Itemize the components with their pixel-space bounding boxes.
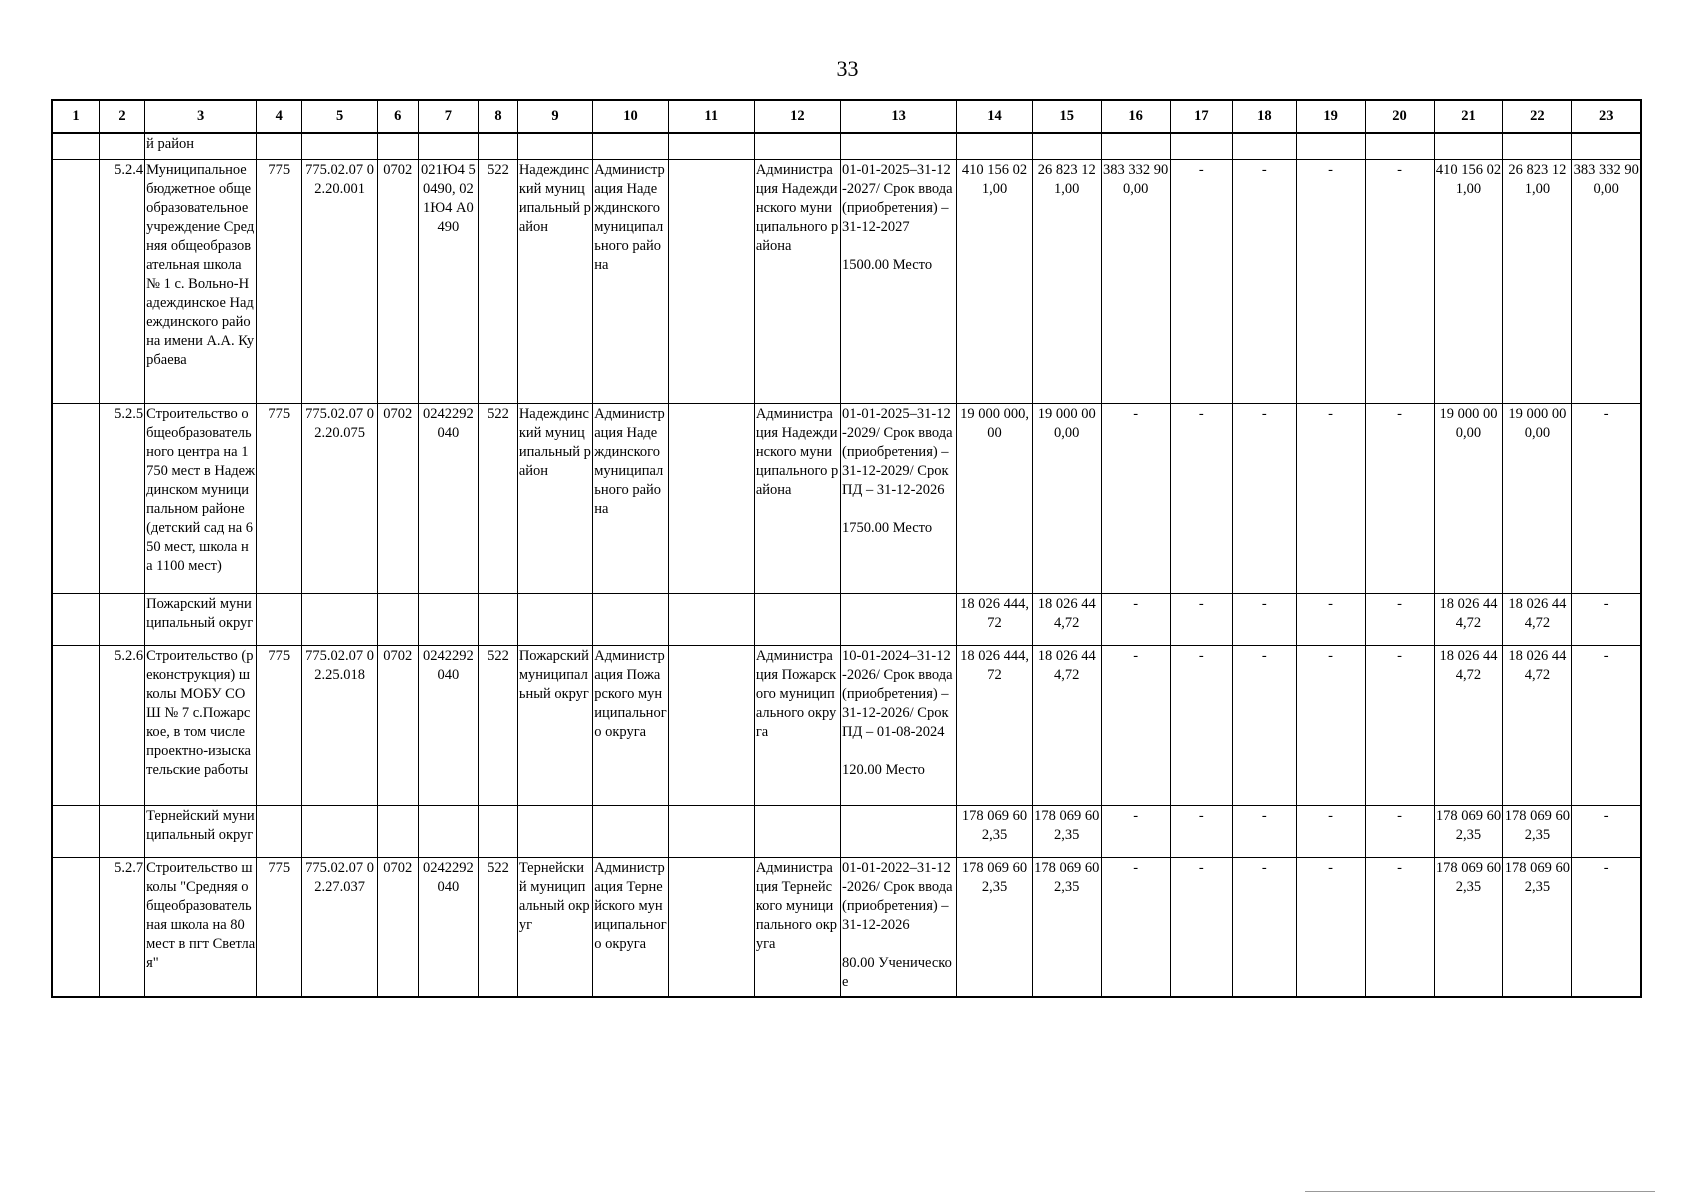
table-cell-col-14: 410 156 021,00 bbox=[957, 159, 1032, 403]
column-header-9: 9 bbox=[517, 100, 592, 133]
table-cell-col-8: 522 bbox=[479, 159, 518, 403]
table-cell-col-4: 775 bbox=[257, 857, 302, 997]
table-cell-col-10: Администрация Тернейского муниципального округа bbox=[593, 857, 668, 997]
table-cell-col-4: 775 bbox=[257, 159, 302, 403]
table-row bbox=[52, 133, 1641, 159]
table-cell-col-14: 18 026 444,72 bbox=[957, 593, 1032, 645]
table-cell-col-14: 18 026 444,72 bbox=[957, 645, 1032, 805]
table-cell-col-15: 19 000 000,00 bbox=[1032, 403, 1101, 593]
table-cell-col-16 bbox=[1101, 133, 1170, 159]
column-header-6: 6 bbox=[377, 100, 418, 133]
table-cell-col-7: 0242292040 bbox=[418, 857, 478, 997]
table-cell-col-12 bbox=[754, 593, 840, 645]
table-cell-col-4: 775 bbox=[257, 645, 302, 805]
table-cell-col-4: 775 bbox=[257, 403, 302, 593]
column-header-12: 12 bbox=[754, 100, 840, 133]
column-header-15: 15 bbox=[1032, 100, 1101, 133]
table-cell-col-7: 0242292040 bbox=[418, 645, 478, 805]
table-cell-col-12: Администрация Пожарского муниципального округа bbox=[754, 645, 840, 805]
table-cell-col-21: 18 026 444,72 bbox=[1434, 593, 1503, 645]
table-cell-col-19: - bbox=[1296, 159, 1365, 403]
table-cell-col-12 bbox=[754, 133, 840, 159]
column-header-19: 19 bbox=[1296, 100, 1365, 133]
table-cell-col-14: 178 069 602,35 bbox=[957, 857, 1032, 997]
table-cell-col-20: - bbox=[1365, 857, 1434, 997]
table-cell-col-1 bbox=[52, 159, 99, 403]
table-cell-col-18: - bbox=[1233, 857, 1297, 997]
table-cell-col-3: Строительство (реконструкция) школы МОБУ СОШ № 7 с.Пожарское, в том числе проектно-изыскательские работы bbox=[145, 645, 257, 805]
table-cell-col-18: - bbox=[1233, 593, 1297, 645]
table-cell-col-9 bbox=[517, 133, 592, 159]
table-cell-col-5: 775.02.07 02.20.001 bbox=[302, 159, 377, 403]
table-cell-col-20: - bbox=[1365, 593, 1434, 645]
table-cell-col-1 bbox=[52, 593, 99, 645]
table-cell-col-21: 19 000 000,00 bbox=[1434, 403, 1503, 593]
table-cell-col-15: 18 026 444,72 bbox=[1032, 593, 1101, 645]
table-row bbox=[52, 159, 1641, 403]
table-cell-col-16: - bbox=[1101, 593, 1170, 645]
table-cell-col-20: - bbox=[1365, 645, 1434, 805]
column-header-14: 14 bbox=[957, 100, 1032, 133]
table-cell-col-16: - bbox=[1101, 805, 1170, 857]
table-cell-col-10 bbox=[593, 805, 668, 857]
table-cell-col-22: 19 000 000,00 bbox=[1503, 403, 1572, 593]
table-cell-col-17: - bbox=[1170, 593, 1232, 645]
table-cell-col-6 bbox=[377, 133, 418, 159]
table-cell-col-9 bbox=[517, 805, 592, 857]
table-cell-col-9 bbox=[517, 593, 592, 645]
table-cell-col-16: - bbox=[1101, 645, 1170, 805]
column-header-5: 5 bbox=[302, 100, 377, 133]
column-header-2: 2 bbox=[99, 100, 144, 133]
table-cell-col-19: - bbox=[1296, 403, 1365, 593]
table-cell-col-1 bbox=[52, 857, 99, 997]
table-cell-col-7 bbox=[418, 133, 478, 159]
table-cell-col-8 bbox=[479, 805, 518, 857]
table-cell-col-10: Администрация Надеждинского муниципального района bbox=[593, 403, 668, 593]
table-cell-col-13: 01-01-2025–31-12-2029/ Срок ввода (приобретения) – 31-12-2029/ Срок ПД – 31-12-2026 1750.00 Место bbox=[840, 403, 956, 593]
table-cell-col-18: - bbox=[1233, 403, 1297, 593]
column-header-20: 20 bbox=[1365, 100, 1434, 133]
table-cell-col-21: 18 026 444,72 bbox=[1434, 645, 1503, 805]
table-cell-col-13: 10-01-2024–31-12-2026/ Срок ввода (приобретения) – 31-12-2026/ Срок ПД – 01-08-2024 120.00 Место bbox=[840, 645, 956, 805]
table-cell-col-11 bbox=[668, 403, 754, 593]
table-cell-col-3: й район bbox=[145, 133, 257, 159]
table-cell-col-20: - bbox=[1365, 403, 1434, 593]
table-cell-col-22: 18 026 444,72 bbox=[1503, 645, 1572, 805]
table-cell-col-2 bbox=[99, 593, 144, 645]
table-row bbox=[52, 593, 1641, 645]
table-cell-col-4 bbox=[257, 593, 302, 645]
table-cell-col-23: - bbox=[1572, 857, 1641, 997]
table-cell-col-6 bbox=[377, 805, 418, 857]
table-cell-col-1 bbox=[52, 645, 99, 805]
table-cell-col-21 bbox=[1434, 133, 1503, 159]
column-header-18: 18 bbox=[1233, 100, 1297, 133]
table-cell-col-16: 383 332 900,00 bbox=[1101, 159, 1170, 403]
column-header-21: 21 bbox=[1434, 100, 1503, 133]
table-cell-col-8 bbox=[479, 133, 518, 159]
table-cell-col-6: 0702 bbox=[377, 159, 418, 403]
table-cell-col-5 bbox=[302, 593, 377, 645]
table-cell-col-15: 18 026 444,72 bbox=[1032, 645, 1101, 805]
column-header-3: 3 bbox=[145, 100, 257, 133]
table-cell-col-7: 021Ю4 50490, 021Ю4 А0490 bbox=[418, 159, 478, 403]
column-header-10: 10 bbox=[593, 100, 668, 133]
table-cell-col-11 bbox=[668, 645, 754, 805]
table-cell-col-19: - bbox=[1296, 805, 1365, 857]
table-cell-col-1 bbox=[52, 133, 99, 159]
column-header-13: 13 bbox=[840, 100, 956, 133]
table-cell-col-21: 178 069 602,35 bbox=[1434, 805, 1503, 857]
table-cell-col-14 bbox=[957, 133, 1032, 159]
table-cell-col-9: Надеждинский муниципальный район bbox=[517, 403, 592, 593]
table-cell-col-8: 522 bbox=[479, 403, 518, 593]
table-cell-col-11 bbox=[668, 159, 754, 403]
table-cell-col-17: - bbox=[1170, 645, 1232, 805]
table-cell-col-15 bbox=[1032, 133, 1101, 159]
column-header-11: 11 bbox=[668, 100, 754, 133]
table-cell-col-22: 26 823 121,00 bbox=[1503, 159, 1572, 403]
table-cell-col-21: 178 069 602,35 bbox=[1434, 857, 1503, 997]
table-cell-col-17 bbox=[1170, 133, 1232, 159]
table-cell-col-6: 0702 bbox=[377, 645, 418, 805]
page-number: 33 bbox=[836, 56, 859, 81]
table-cell-col-8: 522 bbox=[479, 645, 518, 805]
table-cell-col-9: Пожарский муниципальный округ bbox=[517, 645, 592, 805]
table-cell-col-7 bbox=[418, 593, 478, 645]
table-row bbox=[52, 403, 1641, 593]
table-cell-col-19: - bbox=[1296, 593, 1365, 645]
table-cell-col-19 bbox=[1296, 133, 1365, 159]
table-cell-col-23: - bbox=[1572, 403, 1641, 593]
table-cell-col-11 bbox=[668, 593, 754, 645]
column-header-22: 22 bbox=[1503, 100, 1572, 133]
table-cell-col-13: 01-01-2022–31-12-2026/ Срок ввода (приобретения) – 31-12-2026 80.00 Ученическое bbox=[840, 857, 956, 997]
table-cell-col-11 bbox=[668, 133, 754, 159]
table-cell-col-15: 26 823 121,00 bbox=[1032, 159, 1101, 403]
column-header-7: 7 bbox=[418, 100, 478, 133]
table-cell-col-15: 178 069 602,35 bbox=[1032, 857, 1101, 997]
table-cell-col-6: 0702 bbox=[377, 403, 418, 593]
table-row bbox=[52, 805, 1641, 857]
table-cell-col-1 bbox=[52, 403, 99, 593]
column-header-16: 16 bbox=[1101, 100, 1170, 133]
table-cell-col-2: 5.2.6 bbox=[99, 645, 144, 805]
table-cell-col-3: Тернейский муниципальный округ bbox=[145, 805, 257, 857]
table-cell-col-22: 18 026 444,72 bbox=[1503, 593, 1572, 645]
table-cell-col-7 bbox=[418, 805, 478, 857]
table-cell-col-3: Строительство общеобразовательного центра на 1750 мест в Надеждинском муниципальном районе (детский сад на 650 мест, школа на 1100 мест) bbox=[145, 403, 257, 593]
data-table bbox=[51, 99, 1642, 998]
table-cell-col-11 bbox=[668, 805, 754, 857]
table-cell-col-17: - bbox=[1170, 805, 1232, 857]
table-cell-col-5 bbox=[302, 805, 377, 857]
table-cell-col-11 bbox=[668, 857, 754, 997]
table-cell-col-13 bbox=[840, 593, 956, 645]
table-cell-col-2 bbox=[99, 133, 144, 159]
table-cell-col-22: 178 069 602,35 bbox=[1503, 805, 1572, 857]
table-header-row bbox=[52, 100, 1641, 133]
table-cell-col-13 bbox=[840, 133, 956, 159]
table-cell-col-8 bbox=[479, 593, 518, 645]
table-cell-col-8: 522 bbox=[479, 857, 518, 997]
column-header-23: 23 bbox=[1572, 100, 1641, 133]
table-cell-col-14: 178 069 602,35 bbox=[957, 805, 1032, 857]
column-header-4: 4 bbox=[257, 100, 302, 133]
table-cell-col-5 bbox=[302, 133, 377, 159]
table-cell-col-13 bbox=[840, 805, 956, 857]
column-header-17: 17 bbox=[1170, 100, 1232, 133]
table-cell-col-3: Строительство школы "Средняя общеобразовательная школа на 80 мест в пгт Светлая" bbox=[145, 857, 257, 997]
table-row bbox=[52, 857, 1641, 997]
table-cell-col-17: - bbox=[1170, 403, 1232, 593]
table-cell-col-9: Тернейский муниципальный округ bbox=[517, 857, 592, 997]
table-cell-col-10: Администрация Пожарского муниципального округа bbox=[593, 645, 668, 805]
table-cell-col-17: - bbox=[1170, 857, 1232, 997]
table-cell-col-4 bbox=[257, 805, 302, 857]
table-cell-col-12: Администрация Надеждинского муниципального района bbox=[754, 159, 840, 403]
table-cell-col-18 bbox=[1233, 133, 1297, 159]
table-cell-col-15: 178 069 602,35 bbox=[1032, 805, 1101, 857]
table-cell-col-19: - bbox=[1296, 645, 1365, 805]
table-cell-col-5: 775.02.07 02.25.018 bbox=[302, 645, 377, 805]
table-cell-col-23: - bbox=[1572, 593, 1641, 645]
table-cell-col-19: - bbox=[1296, 857, 1365, 997]
table-cell-col-18: - bbox=[1233, 805, 1297, 857]
table-cell-col-20 bbox=[1365, 133, 1434, 159]
table-cell-col-17: - bbox=[1170, 159, 1232, 403]
table-cell-col-22 bbox=[1503, 133, 1572, 159]
table-cell-col-3: Муниципальное бюджетное общеобразовательное учреждение Средняя общеобразовательная школа № 1 с. Вольно-Надеждинское Надеждинского района имени А.А. Курбаева bbox=[145, 159, 257, 403]
table-cell-col-10: Администрация Надеждинского муниципального района bbox=[593, 159, 668, 403]
table-cell-col-5: 775.02.07 02.27.037 bbox=[302, 857, 377, 997]
footer-rule bbox=[1305, 1191, 1655, 1192]
table-cell-col-10 bbox=[593, 133, 668, 159]
table-cell-col-13: 01-01-2025–31-12-2027/ Срок ввода (приобретения) – 31-12-2027 1500.00 Место bbox=[840, 159, 956, 403]
table-cell-col-18: - bbox=[1233, 645, 1297, 805]
table-cell-col-12: Администрация Надеждинского муниципального района bbox=[754, 403, 840, 593]
table-cell-col-21: 410 156 021,00 bbox=[1434, 159, 1503, 403]
table-cell-col-23 bbox=[1572, 133, 1641, 159]
table-cell-col-16: - bbox=[1101, 403, 1170, 593]
table-cell-col-5: 775.02.07 02.20.075 bbox=[302, 403, 377, 593]
table-cell-col-23: - bbox=[1572, 805, 1641, 857]
table-cell-col-9: Надеждинский муниципальный район bbox=[517, 159, 592, 403]
table-cell-col-6 bbox=[377, 593, 418, 645]
column-header-1: 1 bbox=[52, 100, 99, 133]
table-cell-col-2: 5.2.7 bbox=[99, 857, 144, 997]
table-cell-col-20: - bbox=[1365, 805, 1434, 857]
table-cell-col-2: 5.2.5 bbox=[99, 403, 144, 593]
table-row bbox=[52, 645, 1641, 805]
table-cell-col-23: - bbox=[1572, 645, 1641, 805]
table-cell-col-6: 0702 bbox=[377, 857, 418, 997]
column-header-8: 8 bbox=[479, 100, 518, 133]
table-cell-col-14: 19 000 000,00 bbox=[957, 403, 1032, 593]
table-cell-col-16: - bbox=[1101, 857, 1170, 997]
table-cell-col-23: 383 332 900,00 bbox=[1572, 159, 1641, 403]
table-cell-col-2 bbox=[99, 805, 144, 857]
table-cell-col-20: - bbox=[1365, 159, 1434, 403]
table-cell-col-4 bbox=[257, 133, 302, 159]
table-cell-col-7: 0242292040 bbox=[418, 403, 478, 593]
table-cell-col-12: Администрация Тернейского муниципального округа bbox=[754, 857, 840, 997]
table-cell-col-22: 178 069 602,35 bbox=[1503, 857, 1572, 997]
table-cell-col-1 bbox=[52, 805, 99, 857]
table-cell-col-3: Пожарский муниципальный округ bbox=[145, 593, 257, 645]
table-cell-col-10 bbox=[593, 593, 668, 645]
table-cell-col-18: - bbox=[1233, 159, 1297, 403]
table-cell-col-12 bbox=[754, 805, 840, 857]
table-cell-col-2: 5.2.4 bbox=[99, 159, 144, 403]
